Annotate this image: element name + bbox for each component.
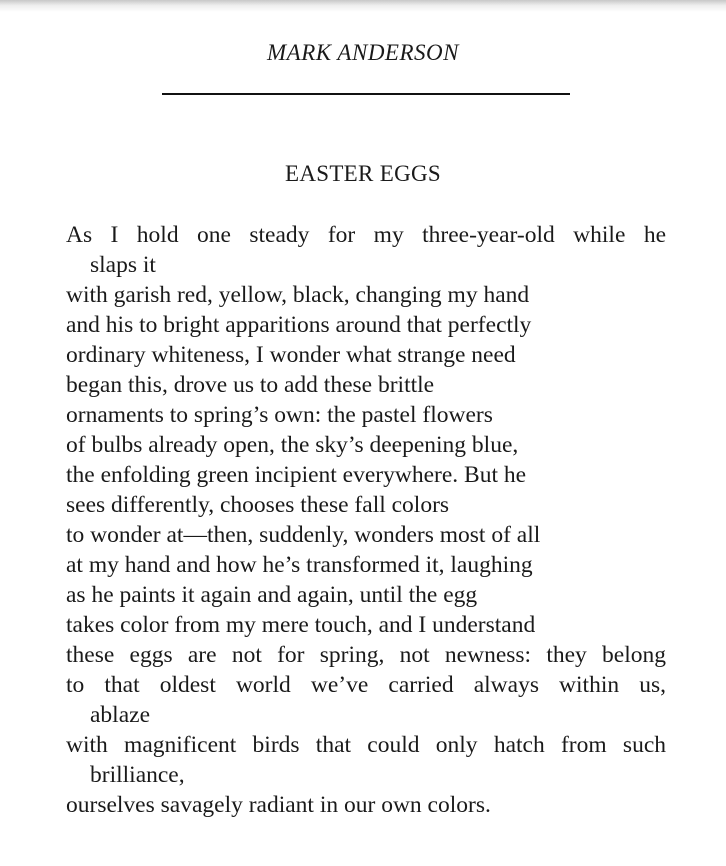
- poem-line: of bulbs already open, the sky’s deepening blue,: [66, 432, 519, 458]
- poem-line: these eggs are not for spring, not newness: they belong: [66, 642, 666, 668]
- poem-line-turnover: slaps it: [90, 252, 156, 278]
- poem-line: at my hand and how he’s transformed it, laughing: [66, 552, 533, 578]
- poem-line-turnover: brilliance,: [90, 762, 185, 788]
- poem-line: takes color from my mere touch, and I understand: [66, 612, 536, 638]
- poem-line-turnover: ablaze: [90, 702, 151, 728]
- poem-line: ornaments to spring’s own: the pastel flowers: [66, 402, 493, 428]
- poem-line: ordinary whiteness, I wonder what strange need: [66, 342, 516, 368]
- poem-line: to that oldest world we’ve carried always within us,: [66, 672, 666, 698]
- running-head-author: MARK ANDERSON: [267, 40, 459, 65]
- poem-line: with garish red, yellow, black, changing my hand: [66, 282, 530, 308]
- poem-line: the enfolding green incipient everywhere. But he: [66, 462, 527, 488]
- poem-line: sees differently, chooses these fall colors: [66, 492, 450, 518]
- poem-line: As I hold one steady for my three-year-old while he: [66, 222, 666, 248]
- poem-body: [66, 220, 666, 820]
- poem-line: to wonder at—then, suddenly, wonders most of all: [66, 522, 541, 548]
- header-rule: [162, 93, 570, 95]
- poem-line: as he paints it again and again, until the egg: [66, 582, 478, 608]
- poem-line: with magnificent birds that could only hatch from such: [66, 732, 666, 758]
- poem-line: and his to bright apparitions around that perfectly: [66, 312, 532, 338]
- poem-line: began this, drove us to add these brittle: [66, 372, 435, 398]
- poem-line: ourselves savagely radiant in our own colors.: [66, 792, 491, 818]
- poem-title: EASTER EGGS: [284, 161, 441, 186]
